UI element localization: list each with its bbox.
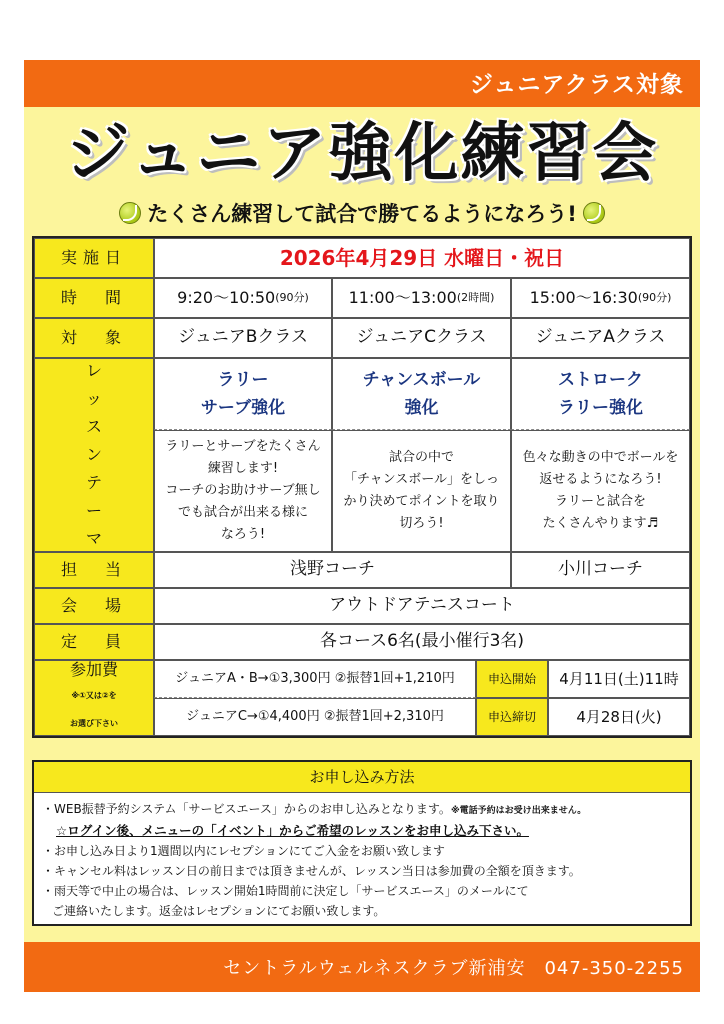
target-class-2: ジュニアCクラス — [332, 318, 511, 358]
time-slot-3 — [511, 278, 690, 318]
description-line: 練習します! — [207, 461, 279, 476]
theme-line: ストローク — [558, 370, 643, 390]
class-target-badge: ジュニアクラス対象 — [469, 72, 684, 98]
label-char: テ — [85, 473, 102, 492]
subtitle: たくさん練習して試合で勝てるようになろう! — [147, 202, 577, 226]
coach-asano: 浅野コーチ — [154, 552, 511, 588]
description-line: ラリーとサーブをたくさん — [165, 439, 321, 454]
label-char: ス — [85, 417, 102, 436]
venue-label: 会 場 — [34, 588, 154, 624]
fee-label-cell — [34, 660, 154, 736]
time-duration: (90分) — [275, 290, 309, 304]
target-class-1: ジュニアBクラス — [154, 318, 332, 358]
refund-note: ご連絡いたします。返金はレセプションにてお願い致します。 — [52, 904, 386, 918]
cancel-note: ・キャンセル料はレッスン日の前日までは頂きませんが、レッスン当日は参加費の全額を頂きます。 — [42, 864, 581, 878]
coach-label: 担 当 — [34, 552, 154, 588]
description-1 — [154, 430, 332, 552]
fee-label: 参加費 — [69, 660, 118, 679]
coach-ogawa: 小川コーチ — [511, 552, 690, 588]
tennis-ball-icon — [583, 202, 605, 224]
page-title: ジュニア強化練習会 — [65, 117, 659, 191]
time-slot-1 — [154, 278, 332, 318]
rain-note: ・雨天等で中止の場合は、レッスン開始1時間前に決定し「サービスエース」のメールにて — [42, 884, 529, 898]
capacity-value: 各コース6名(最小催行3名) — [154, 624, 690, 660]
top-banner — [24, 60, 700, 107]
theme-line: チャンスボール — [362, 370, 481, 390]
description-line: でも試合が出来る様に — [177, 505, 308, 520]
capacity-label: 定 員 — [34, 624, 154, 660]
description-line: 色々な動きの中でボールを — [522, 450, 679, 465]
apply-end-value: 4月28日(火) — [548, 698, 690, 736]
apply-start-value: 4月11日(土)11時 — [548, 660, 690, 698]
description-line: コーチのお助けサーブ無し — [165, 483, 321, 498]
date-label: 実施日 — [34, 238, 154, 278]
theme-line: ラリー強化 — [558, 398, 643, 418]
description-2 — [332, 430, 511, 552]
club-contact: セントラルウェルネスクラブ新浦安 047-350-2255 — [223, 958, 684, 979]
fee-note: ※①又は②を — [71, 691, 117, 700]
theme-line: ラリー — [217, 370, 269, 390]
venue-value: アウトドアテニスコート — [154, 588, 690, 624]
lesson-theme-label — [34, 358, 154, 552]
description-line: 返せるようになろう! — [539, 472, 662, 487]
date-value: 2026年4月29日 水曜日・祝日 — [154, 238, 690, 278]
time-value: 9:20〜10:50 — [177, 288, 276, 307]
tennis-ball-icon — [119, 202, 141, 224]
theme-line: 強化 — [404, 398, 439, 418]
fee-note: お選び下さい — [70, 719, 118, 728]
theme-2 — [332, 358, 511, 430]
application-text: ・WEB振替予約システム「サービスエース」からのお申し込みとなります。 — [42, 802, 451, 816]
apply-end-label: 申込締切 — [476, 698, 548, 736]
time-label: 時 間 — [34, 278, 154, 318]
time-slot-2 — [332, 278, 511, 318]
label-char: レ — [85, 361, 102, 380]
info-table — [32, 236, 692, 738]
label-char: ー — [85, 501, 102, 520]
theme-1 — [154, 358, 332, 430]
application-line — [42, 799, 682, 821]
subtitle-row — [24, 198, 700, 230]
description-line: かり決めてポイントを取り — [343, 494, 500, 509]
login-instruction: ☆ログイン後、メニューの「イベント」からご希望のレッスンをお申し込み下さい。 — [56, 823, 529, 838]
time-duration: (90分) — [637, 290, 672, 304]
poster — [24, 60, 700, 992]
time-value: 15:00〜16:30 — [529, 288, 638, 307]
description-line: なろう! — [220, 527, 266, 542]
description-line: 「チャンスボール」をしっ — [344, 472, 499, 487]
application-title: お申し込み方法 — [34, 762, 690, 793]
fee-c: ジュニアC→①4,400円 ②振替1回+2,310円 — [154, 698, 476, 736]
label-char: ン — [85, 445, 102, 464]
target-class-3: ジュニアAクラス — [511, 318, 690, 358]
label-char: マ — [85, 529, 102, 548]
time-duration: (2時間) — [456, 290, 495, 304]
theme-3 — [511, 358, 690, 430]
apply-start-label: 申込開始 — [476, 660, 548, 698]
description-line: 切ろう! — [399, 516, 444, 531]
time-value: 11:00〜13:00 — [348, 288, 457, 307]
description-line: ラリーと試合を — [554, 494, 646, 509]
description-3 — [511, 430, 690, 552]
application-box — [32, 760, 692, 926]
label-char: ッ — [85, 389, 102, 408]
footer-bar — [24, 942, 700, 992]
theme-line: サーブ強化 — [200, 398, 286, 418]
phone-note: ※電話予約はお受け出来ません。 — [450, 806, 587, 816]
payment-note: ・お申し込み日より1週間以内にレセプションにてご入金をお願い致します — [42, 844, 445, 858]
description-line: たくさんやります♬ — [542, 516, 659, 531]
description-line: 試合の中で — [388, 450, 454, 465]
target-label: 対 象 — [34, 318, 154, 358]
application-body — [34, 793, 690, 921]
fee-ab: ジュニアA・B→①3,300円 ②振替1回+1,210円 — [154, 660, 476, 698]
